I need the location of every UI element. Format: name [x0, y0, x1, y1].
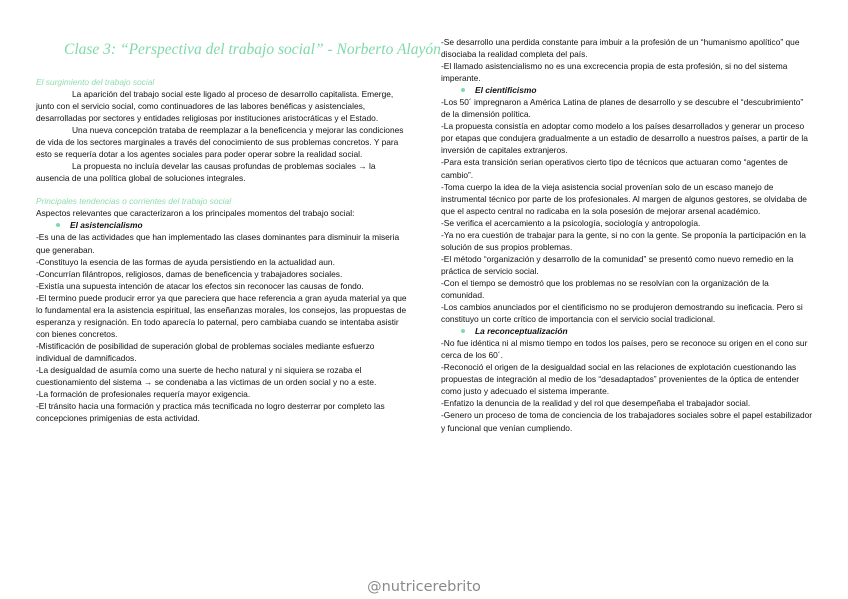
- list-item: -Los cambios anunciados por el cientificismo no se produjeron demostrando su ineficacia. Pero si constituyo un corte crítico de importancia con el servicio social tradicional.: [441, 302, 803, 325]
- list-item: -Enfatizo la denuncia de la realidad y del rol que desempeñaba el trabajador social.: [441, 398, 751, 409]
- list-item: -Se verifica el acercamiento a la psicología, sociología y antropología.: [441, 217, 701, 228]
- list-item: -El tránsito hacia una formación y practica más tecnificada no logro desterrar por completo las concepciones primigenias de esta actividad.: [36, 401, 385, 424]
- list-item: -El llamado asistencialismo no es una excrecencia propia de esta profesión, si no del sistema imperante.: [441, 61, 788, 84]
- subheading-reconceptualizacion: La reconceptualización: [441, 325, 813, 337]
- subheading-cientificismo: El cientificismo: [441, 84, 813, 96]
- list-item: -Concurrían filántropos, religiosos, damas de beneficencia y trabajadores sociales.: [36, 268, 343, 279]
- list-item: -La desigualdad de asumía como una suerte de hecho natural y ni siquiera se rozaba el cuestionamiento del sistema → se condenaba a las victimas de un orden social y no a este.: [36, 364, 377, 388]
- list-item: -La propuesta consistía en adoptar como modelo a los países desarrollados y generar un proceso por etapas que condujera gradualmente a un estadio de desarrollo a nuestros países, a partir de la inversión de capitales extranjeros.: [441, 121, 808, 156]
- paragraph: La propuesta no incluía develar las causas profundas de problemas sociales → la ausencia de una política global de soluciones integrales.: [36, 161, 376, 184]
- list-item: -Reconoció el origen de la desigualdad social en las relaciones de explotación cuestionando las propuestas de integración al medio de los “desadaptados” provenientes de la óptica de entender como justo y adecuado el sistema imperante.: [441, 362, 800, 397]
- list-item: -Con el tiempo se demostró que los problemas no se resolvían con la organización de la comunidad.: [441, 277, 769, 300]
- list-item: -Se desarrollo una perdida constante para imbuir a la profesión de un “humanismo apolítico” que disociaba la realidad completa del país.: [441, 37, 800, 60]
- list-item: -El termino puede producir error ya que pareciera que hace referencia a gran ayuda material ya que lo fundamental era la asistencia espiritual, las enseñanzas morales, los consejos, las propuestas de esperanza y resignación. En todo aparecía lo paternal, pero cambiaba cuando se intentaba asistir con bienes concretos.: [36, 292, 407, 339]
- left-column: [36, 36, 441, 424]
- list-item: -La formación de profesionales requería mayor exigencia.: [36, 389, 251, 400]
- intro-paragraph: Aspectos relevantes que caracterizaron a los principales momentos del trabajo social:: [36, 208, 355, 219]
- list-item: -Mistificación de posibilidad de superación global de problemas sociales mediante esfuerzo individual de damnificados.: [36, 340, 375, 363]
- list-item: -Para esta transición serian operativos cierto tipo de técnicos que actuaran como “agentes de cambio”.: [441, 157, 788, 180]
- list-item: -Es una de las actividades que han implementado las clases dominantes para disminuir la miseria que generaban.: [36, 232, 400, 255]
- list-item: -No fue idéntica ni al mismo tiempo en todos los países, pero se reconoce su origen en el cono sur cerca de los 60´.: [441, 338, 808, 361]
- list-item: -Existía una supuesta intención de atacar los efectos sin reconocer las causas de fondo.: [36, 280, 364, 291]
- list-item: -Los 50´ impregnaron a América Latina de planes de desarrollo y se descubre el “descubrimiento” de la dimensión política.: [441, 97, 804, 120]
- list-item: -El método “organización y desarrollo de la comunidad” se presentó como nuevo remedio en la práctica de servicio social.: [441, 253, 794, 276]
- section-heading-tendencias: Principales tendencias o corrientes del trabajo social: [36, 196, 232, 207]
- subheading-asistencialismo: El asistencialismo: [36, 219, 408, 231]
- list-item: -Constituyo la esencia de las formas de ayuda persistiendo en la actualidad aun.: [36, 256, 335, 267]
- section-heading-surgimiento: El surgimiento del trabajo social: [36, 77, 155, 87]
- paragraph: La aparición del trabajo social este ligado al proceso de desarrollo capitalista. Emerge, junto con el servicio social, como continuadores de las labores benéficas y asistenciales, desarrolladas por sectores y entidades religiosas por instituciones aristocráticas y el Estado.: [36, 89, 394, 124]
- list-item: -Ya no era cuestión de trabajar para la gente, si no con la gente. Se proponía la participación en la solución de sus propios problemas.: [441, 229, 806, 252]
- watermark-handle: @nutricerebrito: [367, 579, 481, 595]
- right-column: [441, 36, 813, 434]
- list-item: -Toma cuerpo la idea de la vieja asistencia social provenían solo de un escaso manejo de instrumental técnico por parte de los profesionales. Al margen de algunos gestores, se olvidaba de que el aspecto central no radicaba en la sola posesión de mejorar arsenal académico.: [441, 181, 807, 216]
- document-title: Clase 3: “Perspectiva del trabajo social” - Norberto Alayón: [64, 41, 441, 58]
- paragraph: Una nueva concepción trataba de reemplazar a la beneficencia y mejorar las condiciones de vida de los sectores marginales a través del conocimiento de sus problemas concretos. Y para esto se requería dotar a los agentes sociales para poder operar sobre la realidad social.: [36, 125, 404, 160]
- list-item: -Genero un proceso de toma de conciencia de los trabajadores sociales sobre el papel estabilizador y funcional que venían cumpliendo.: [441, 410, 813, 433]
